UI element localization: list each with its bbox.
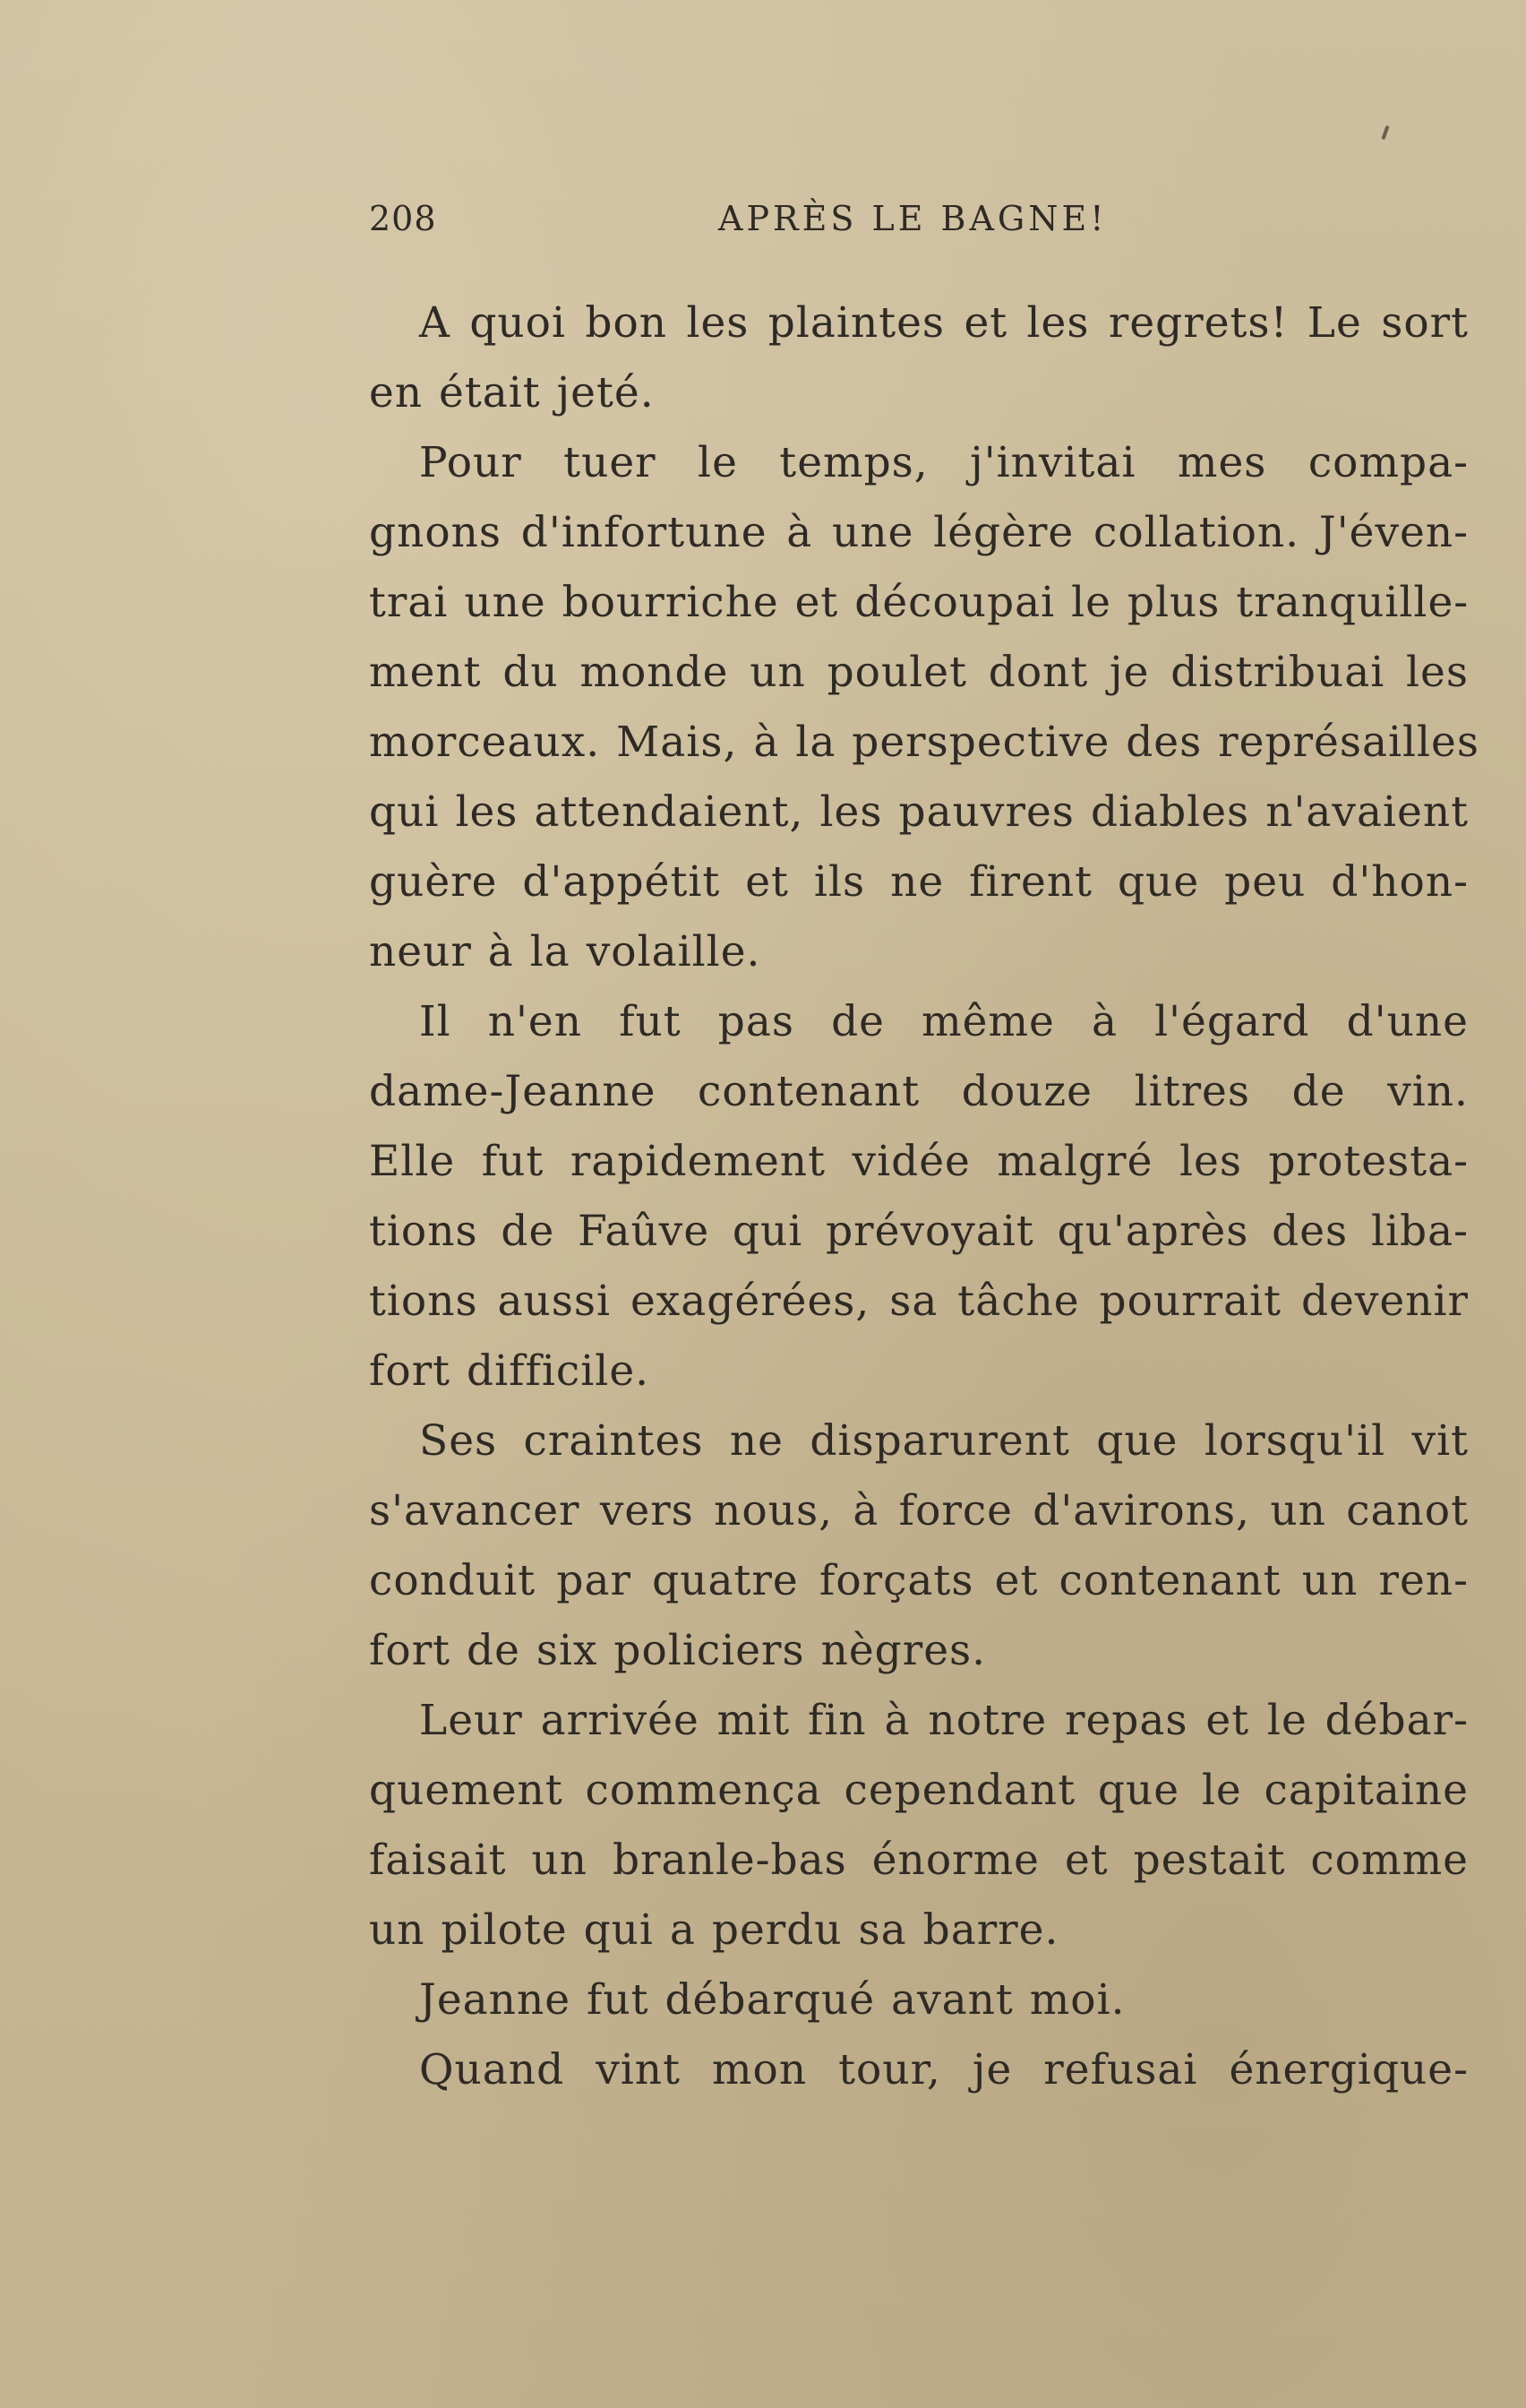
text-line: fort de six policiers nègres. [369, 1626, 987, 1675]
text-line: dame-Jeanne contenant douze litres de vin. [369, 1067, 1469, 1116]
text-line: Jeanne fut débarqué avant moi. [419, 1975, 1126, 2025]
body-text [369, 288, 1479, 2105]
text-line: quement commença cependant que le capitaine [369, 1766, 1469, 1815]
text-line: Quand vint mon tour, je refusai énergique- [419, 2045, 1469, 2094]
text-line: gnons d'infortune à une légère collation. J'éven- [369, 508, 1469, 557]
text-line: Pour tuer le temps, j'invitai mes compa- [419, 438, 1469, 487]
text-line: fort difficile. [369, 1346, 650, 1396]
text-line: qui les attendaient, les pauvres diables n'avaient [369, 787, 1469, 837]
text-line: trai une bourriche et découpai le plus tranquille- [369, 578, 1470, 627]
text-line: tions de Faûve qui prévoyait qu'après des liba- [369, 1207, 1469, 1256]
text-line: tions aussi exagérées, sa tâche pourrait devenir [369, 1277, 1469, 1326]
text-line: guère d'appétit et ils ne firent que peu d'hon- [369, 857, 1469, 907]
text-line: Il n'en fut pas de même à l'égard d'une [419, 997, 1469, 1046]
text-line: s'avancer vers nous, à force d'avirons, un canot [369, 1486, 1469, 1535]
text-line: conduit par quatre forçats et contenant un ren- [369, 1556, 1469, 1605]
text-line: faisait un branle-bas énorme et pestait comme [369, 1836, 1469, 1885]
text-line: en était jeté. [369, 368, 655, 417]
text-line: morceaux. Mais, à la perspective des représailles [369, 718, 1479, 767]
text-line: un pilote qui a perdu sa barre. [369, 1905, 1059, 1955]
text-line: Ses craintes ne disparurent que lorsqu'il vit [419, 1416, 1469, 1466]
text-line: Leur arrivée mit fin à notre repas et le débar- [419, 1696, 1469, 1745]
text-line: Elle fut rapidement vidée malgré les protesta- [369, 1137, 1469, 1186]
text-line: ment du monde un poulet dont je distribuai les [369, 648, 1469, 697]
text-line: neur à la volaille. [369, 927, 761, 976]
text-line: A quoi bon les plaintes et les regrets! Le sort [419, 298, 1469, 348]
page-header [369, 199, 1469, 247]
running-title: APRÈS LE BAGNE! [718, 199, 1108, 238]
page-number: 208 [369, 199, 437, 238]
stray-mark [1381, 125, 1389, 140]
